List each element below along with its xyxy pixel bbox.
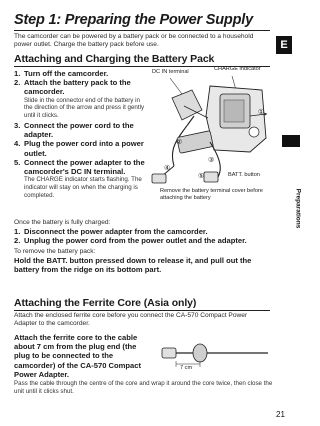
section2-intro: Attach the enclosed ferrite core before you connect the CA-570 Compact Power Adapter to the camcorder. bbox=[14, 312, 248, 328]
section-tab-marker bbox=[282, 135, 300, 147]
step-list bbox=[14, 69, 146, 200]
after-steps bbox=[14, 227, 274, 245]
label-charge: CHARGE indicator bbox=[214, 66, 261, 72]
section1-heading: Attaching and Charging the Battery Pack bbox=[14, 53, 215, 65]
page-title: Step 1: Preparing the Power Supply bbox=[14, 12, 253, 28]
step-4: 4. Plug the power cord into a power outlet. bbox=[14, 139, 144, 158]
marker-1: ① bbox=[258, 109, 265, 116]
section2-heading: Attaching the Ferrite Core (Asia only) bbox=[14, 297, 197, 309]
marker-2: ② bbox=[176, 139, 183, 146]
ferrite-text: Pass the cable through the centre of the core and wrap it around the core twice, then close the unit until it clicks shut. bbox=[14, 380, 273, 395]
step-5-note: The CHARGE indicator starts flashing. The indicator will stay on when the charging is completed. bbox=[24, 176, 142, 199]
language-tab: E bbox=[276, 36, 292, 54]
after-step-2: 2. Unplug the power cord from the power outlet and the adapter. bbox=[14, 236, 247, 246]
intro-text: The camcorder can be powered by a battery pack or be connected to a household power outlet. Charge the battery pack before use. bbox=[14, 33, 254, 49]
title-rule bbox=[14, 30, 270, 31]
marker-3: ③ bbox=[208, 157, 215, 164]
marker-5: ⑤ bbox=[198, 173, 205, 180]
after-step-1: 1. Disconnect the power adapter from the camcorder. bbox=[14, 227, 208, 236]
ferrite-figure bbox=[160, 332, 272, 376]
label-dc-in: DC IN terminal bbox=[152, 69, 189, 75]
ferrite-instruction: Attach the ferrite core to the cable about 7 cm from the plug end (the plug to be connected to the camcorder) of the CA-570 Compact Power Adapter. bbox=[14, 333, 142, 379]
page-number: 21 bbox=[276, 410, 285, 419]
label-batt-button: BATT. button bbox=[228, 172, 260, 178]
remove-note: To remove the battery pack: bbox=[14, 248, 96, 255]
step-2-note: Slide in the connector end of the battery in the direction of the arrow and press it gently until it clicks. bbox=[24, 96, 145, 120]
step-3: 3. Connect the power cord to the adapter. bbox=[14, 121, 134, 140]
step-2: 2. Attach the battery pack to the camcorder. bbox=[14, 78, 131, 97]
ferrite-distance-label: 7 cm bbox=[180, 365, 193, 371]
section-side-label: Preparations bbox=[294, 188, 302, 229]
remove-instruction: Hold the BATT. button pressed down to release it, and pull out the battery from the ridge on its bottom part. bbox=[14, 256, 252, 275]
figure-caption: Remove the battery terminal cover before attaching the battery bbox=[160, 188, 263, 201]
charging-figure bbox=[150, 66, 270, 210]
section2-rule bbox=[14, 310, 270, 311]
marker-4: ④ bbox=[164, 165, 171, 172]
ferrite-illustration bbox=[160, 332, 272, 376]
step-5: 5. Connect the power adapter to the camcorder's DC IN terminal. bbox=[14, 157, 145, 177]
once-charged-text: Once the battery is fully charged: bbox=[14, 219, 111, 226]
step-1: 1. Turn off the camcorder. bbox=[14, 69, 109, 78]
